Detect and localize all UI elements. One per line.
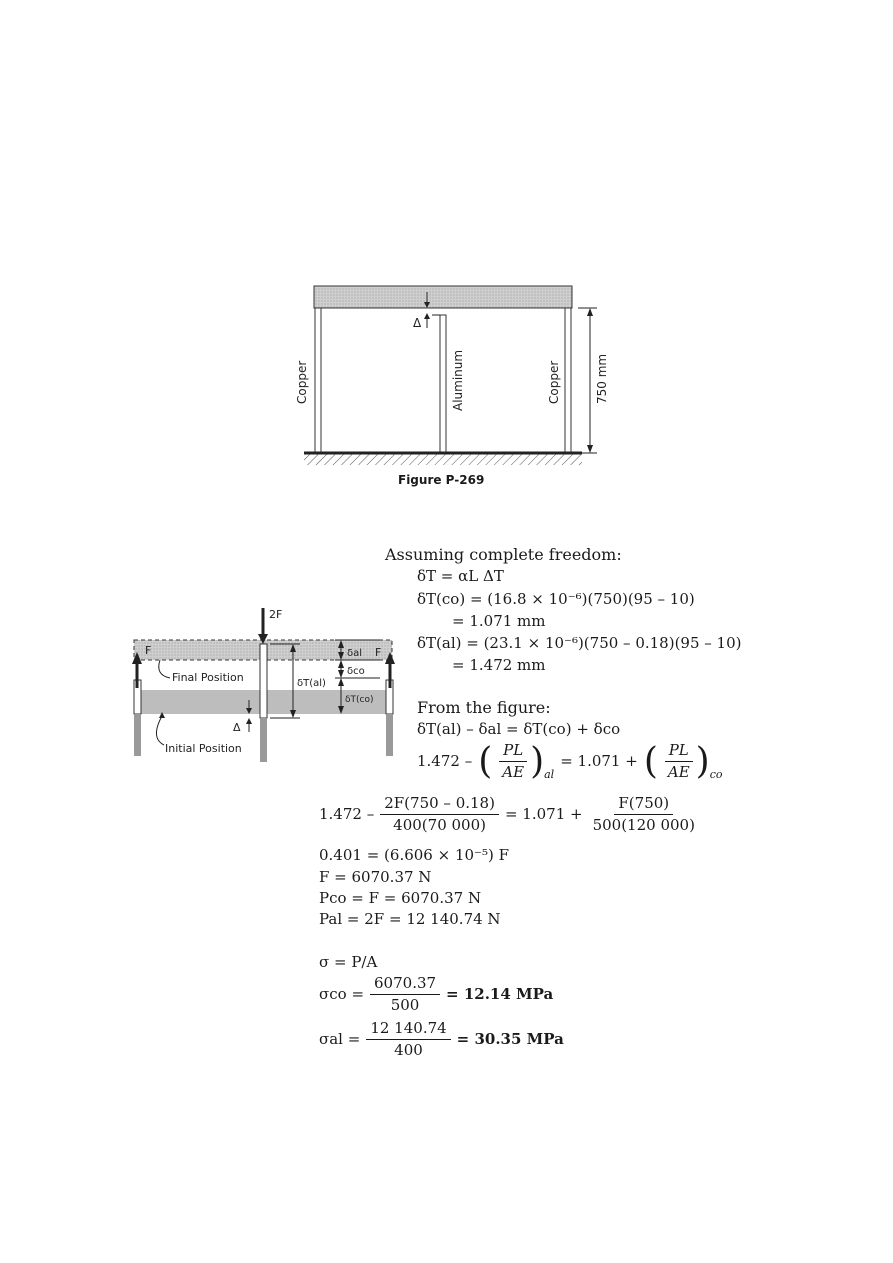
eq1-den-a: AE	[502, 763, 525, 781]
copper-load: Pco = F = 6070.37 N	[319, 889, 482, 907]
ground	[304, 453, 582, 465]
middle-bar-label: Aluminum	[451, 349, 465, 411]
delta-co-label: δco	[347, 666, 365, 677]
eq1-sub-b: co	[709, 768, 723, 781]
compatibility-eq: δT(al) – δal = δT(co) + δco	[417, 720, 621, 738]
force-result: F = 6070.37 N	[319, 868, 432, 886]
gap-delta-label: Δ	[233, 721, 241, 734]
right-copper-bar	[565, 308, 571, 453]
eq1-mid: = 1.071 +	[560, 752, 638, 770]
delta-t-co-label: δT(co)	[345, 695, 374, 705]
simplified-eq: 0.401 = (6.606 × 10⁻⁵) F	[319, 846, 509, 864]
load-2f-label: 2F	[269, 608, 283, 621]
eq2-mid: = 1.071 +	[504, 805, 583, 823]
figure-caption: Figure P-269	[398, 473, 485, 487]
gap-label: Δ	[413, 316, 422, 330]
sigma-al-lead: σal =	[319, 1030, 361, 1048]
eq2-den-b: 500(120 000)	[592, 816, 695, 834]
aluminum-bar	[440, 315, 446, 453]
eq1-den-b: AE	[667, 763, 690, 781]
eq2-lead: 1.472 –	[319, 805, 375, 823]
left-copper-bar	[315, 308, 321, 453]
final-position-label: Final Position	[172, 671, 244, 684]
deformation-figure	[0, 600, 410, 770]
force-left-label: F	[145, 644, 152, 657]
copper-stress	[319, 976, 553, 1013]
right-bar-label: Copper	[547, 360, 561, 404]
thermal-aluminum-eq: δT(al) = (23.1 × 10⁻⁶)(750 – 0.18)(95 – 10)	[417, 634, 742, 652]
force-right-label: F	[375, 646, 382, 659]
eq1-lead: 1.472 –	[417, 752, 473, 770]
rigid-bar	[314, 286, 572, 308]
thermal-formula: δT = αL ΔT	[417, 567, 504, 585]
eq1-num-a: PL	[499, 743, 527, 762]
sigma-al-result: = 30.35 MPa	[456, 1030, 564, 1048]
assumption-heading: Assuming complete freedom:	[385, 545, 622, 564]
sigma-co-result: = 12.14 MPa	[446, 985, 554, 1003]
stress-formula: σ = P/A	[319, 953, 378, 971]
eq1-sub-a: al	[544, 768, 555, 781]
eq1-num-b: PL	[665, 743, 693, 762]
delta-t-al-label: δT(al)	[297, 678, 326, 689]
figure-heading: From the figure:	[417, 698, 551, 717]
eq2-num-b: F(750)	[614, 796, 673, 815]
aluminum-stress	[319, 1021, 564, 1058]
substituted-eq	[319, 796, 699, 833]
sigma-co-num: 6070.37	[370, 976, 440, 995]
sigma-al-den: 400	[394, 1041, 423, 1059]
thermal-copper-eq: δT(co) = (16.8 × 10⁻⁶)(750)(95 – 10)	[417, 590, 695, 608]
sigma-co-den: 500	[390, 996, 420, 1014]
compatibility-expanded: 1.472 – ( $\frac{PL}{AE}$ ) al = 1.071 + ( $\frac{PL}{AE}$ ) co	[417, 740, 723, 782]
left-bar-label: Copper	[295, 360, 309, 404]
thermal-copper-result: = 1.071 mm	[452, 612, 546, 630]
eq2-den-a: 400(70 000)	[393, 816, 486, 834]
thermal-aluminum-result: = 1.472 mm	[452, 656, 546, 674]
sigma-co-lead: σco =	[319, 985, 365, 1003]
sigma-al-num: 12 140.74	[366, 1021, 450, 1040]
eq2-num-a: 2F(750 – 0.18)	[380, 796, 499, 815]
dimension-label: 750 mm	[595, 353, 609, 404]
delta-al-label: δal	[347, 648, 363, 659]
initial-position-label: Initial Position	[165, 742, 242, 755]
aluminum-load: Pal = 2F = 12 140.74 N	[319, 910, 501, 928]
figure-p269	[0, 0, 893, 500]
